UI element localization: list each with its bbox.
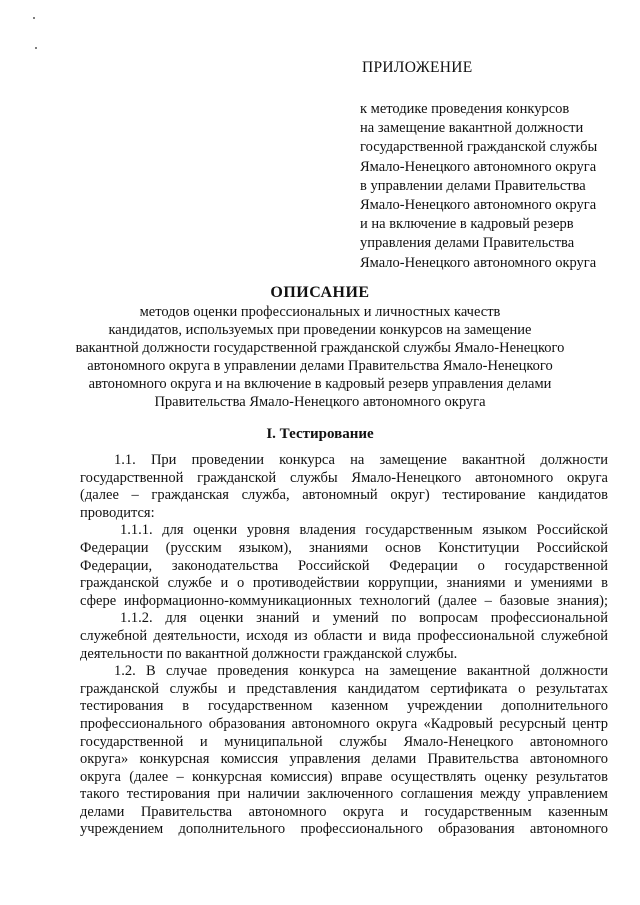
- paragraph-line: делами Правительства автономного округа и государственным казенным: [80, 803, 608, 820]
- document-subtitle-line: Правительства Ямало-Ненецкого автономного округа: [154, 394, 486, 410]
- document-title: ОПИСАНИЕ: [270, 284, 370, 301]
- document-heading: [40, 283, 600, 411]
- paragraph-line: округа (далее – конкурсная комиссия) вправе осуществлять оценку результатов: [80, 768, 608, 785]
- paragraph-line: государственной гражданской службы Ямало-Ненецкого автономного округа: [80, 469, 608, 486]
- document-subtitle-line: кандидатов, используемых при проведении конкурсов на замещение: [108, 322, 532, 338]
- appendix-line: и на включение в кадровый резерв: [360, 216, 574, 233]
- section-title: I. Тестирование: [266, 426, 374, 442]
- appendix-line: Ямало-Ненецкого автономного округа: [360, 158, 597, 175]
- paragraph-line: 1.1.2. для оценки знаний и умений по вопросам профессиональной: [120, 610, 608, 627]
- document-subtitle-line: методов оценки профессиональных и личностных качеств: [139, 304, 501, 320]
- paragraph-line: Федерации, законодательства Российской Федерации о государственной: [80, 557, 608, 574]
- document-subtitle-line: автономного округа в управлении делами Правительства Ямало-Ненецкого: [87, 358, 553, 374]
- paragraph-line: такого тестирования при наличии заключенного соглашения между управлением: [80, 786, 608, 803]
- paragraph-line: гражданской службы и представления кандидатом сертификата о результатах: [80, 680, 608, 697]
- appendix-title: ПРИЛОЖЕНИЕ: [362, 59, 473, 76]
- paragraph-line: 1.2. В случае проведения конкурса на замещение вакантной должности: [114, 663, 608, 680]
- paragraph-line: служебной деятельности, исходя из области и вида профессиональной служебной: [80, 627, 608, 644]
- paragraph-line: деятельности по вакантной должности гражданской службы.: [80, 645, 458, 662]
- paragraph-line: гражданской службе и о противодействии коррупции, знаниями и умениями в: [80, 575, 608, 592]
- appendix-line: к методике проведения конкурсов: [360, 101, 570, 117]
- paragraph-line: 1.1.1. для оценки уровня владения государственным языком Российской: [120, 522, 608, 539]
- appendix-line: в управлении делами Правительства: [360, 177, 586, 194]
- appendix-line: Ямало-Ненецкого автономного округа: [360, 197, 597, 214]
- paragraph-line: проводится:: [80, 504, 155, 521]
- paragraph-line: сфере информационно-коммуникационных технологий (далее – базовые знания);: [80, 592, 608, 609]
- paragraph-line: учреждением дополнительного профессионального образования автономного: [80, 821, 608, 838]
- appendix-line: государственной гражданской службы: [360, 139, 598, 156]
- scan-speck: [33, 17, 35, 19]
- appendix-line: на замещение вакантной должности: [360, 120, 584, 137]
- paragraph-line: округа» конкурсная комиссия управления делами Правительства автономного: [80, 751, 608, 768]
- scan-speck: [35, 47, 37, 49]
- paragraph-line: тестирования в государственном казенном учреждении дополнительного: [80, 698, 608, 715]
- document-subtitle-line: автономного округа и на включение в кадровый резерв управления делами: [88, 376, 552, 392]
- paragraph-line: Федерации (русским языком), знаниями основ Конституции Российской: [80, 539, 608, 556]
- paragraph-line: государственной и муниципальной службы Ямало-Ненецкого автономного: [80, 733, 608, 750]
- paragraph-line: 1.1. При проведении конкурса на замещение вакантной должности: [114, 452, 608, 468]
- document-subtitle-line: вакантной должности государственной гражданской службы Ямало-Ненецкого: [75, 340, 565, 356]
- appendix-line: Ямало-Ненецкого автономного округа: [360, 254, 597, 271]
- appendix-block: [360, 58, 630, 273]
- paragraph-line: (далее – гражданская служба, автономный округ) тестирование кандидатов: [80, 487, 608, 504]
- body-text: [80, 452, 608, 839]
- paragraph-line: профессионального образования автономного округа «Кадровый ресурсный центр: [80, 715, 608, 732]
- appendix-line: управления делами Правительства: [360, 235, 575, 252]
